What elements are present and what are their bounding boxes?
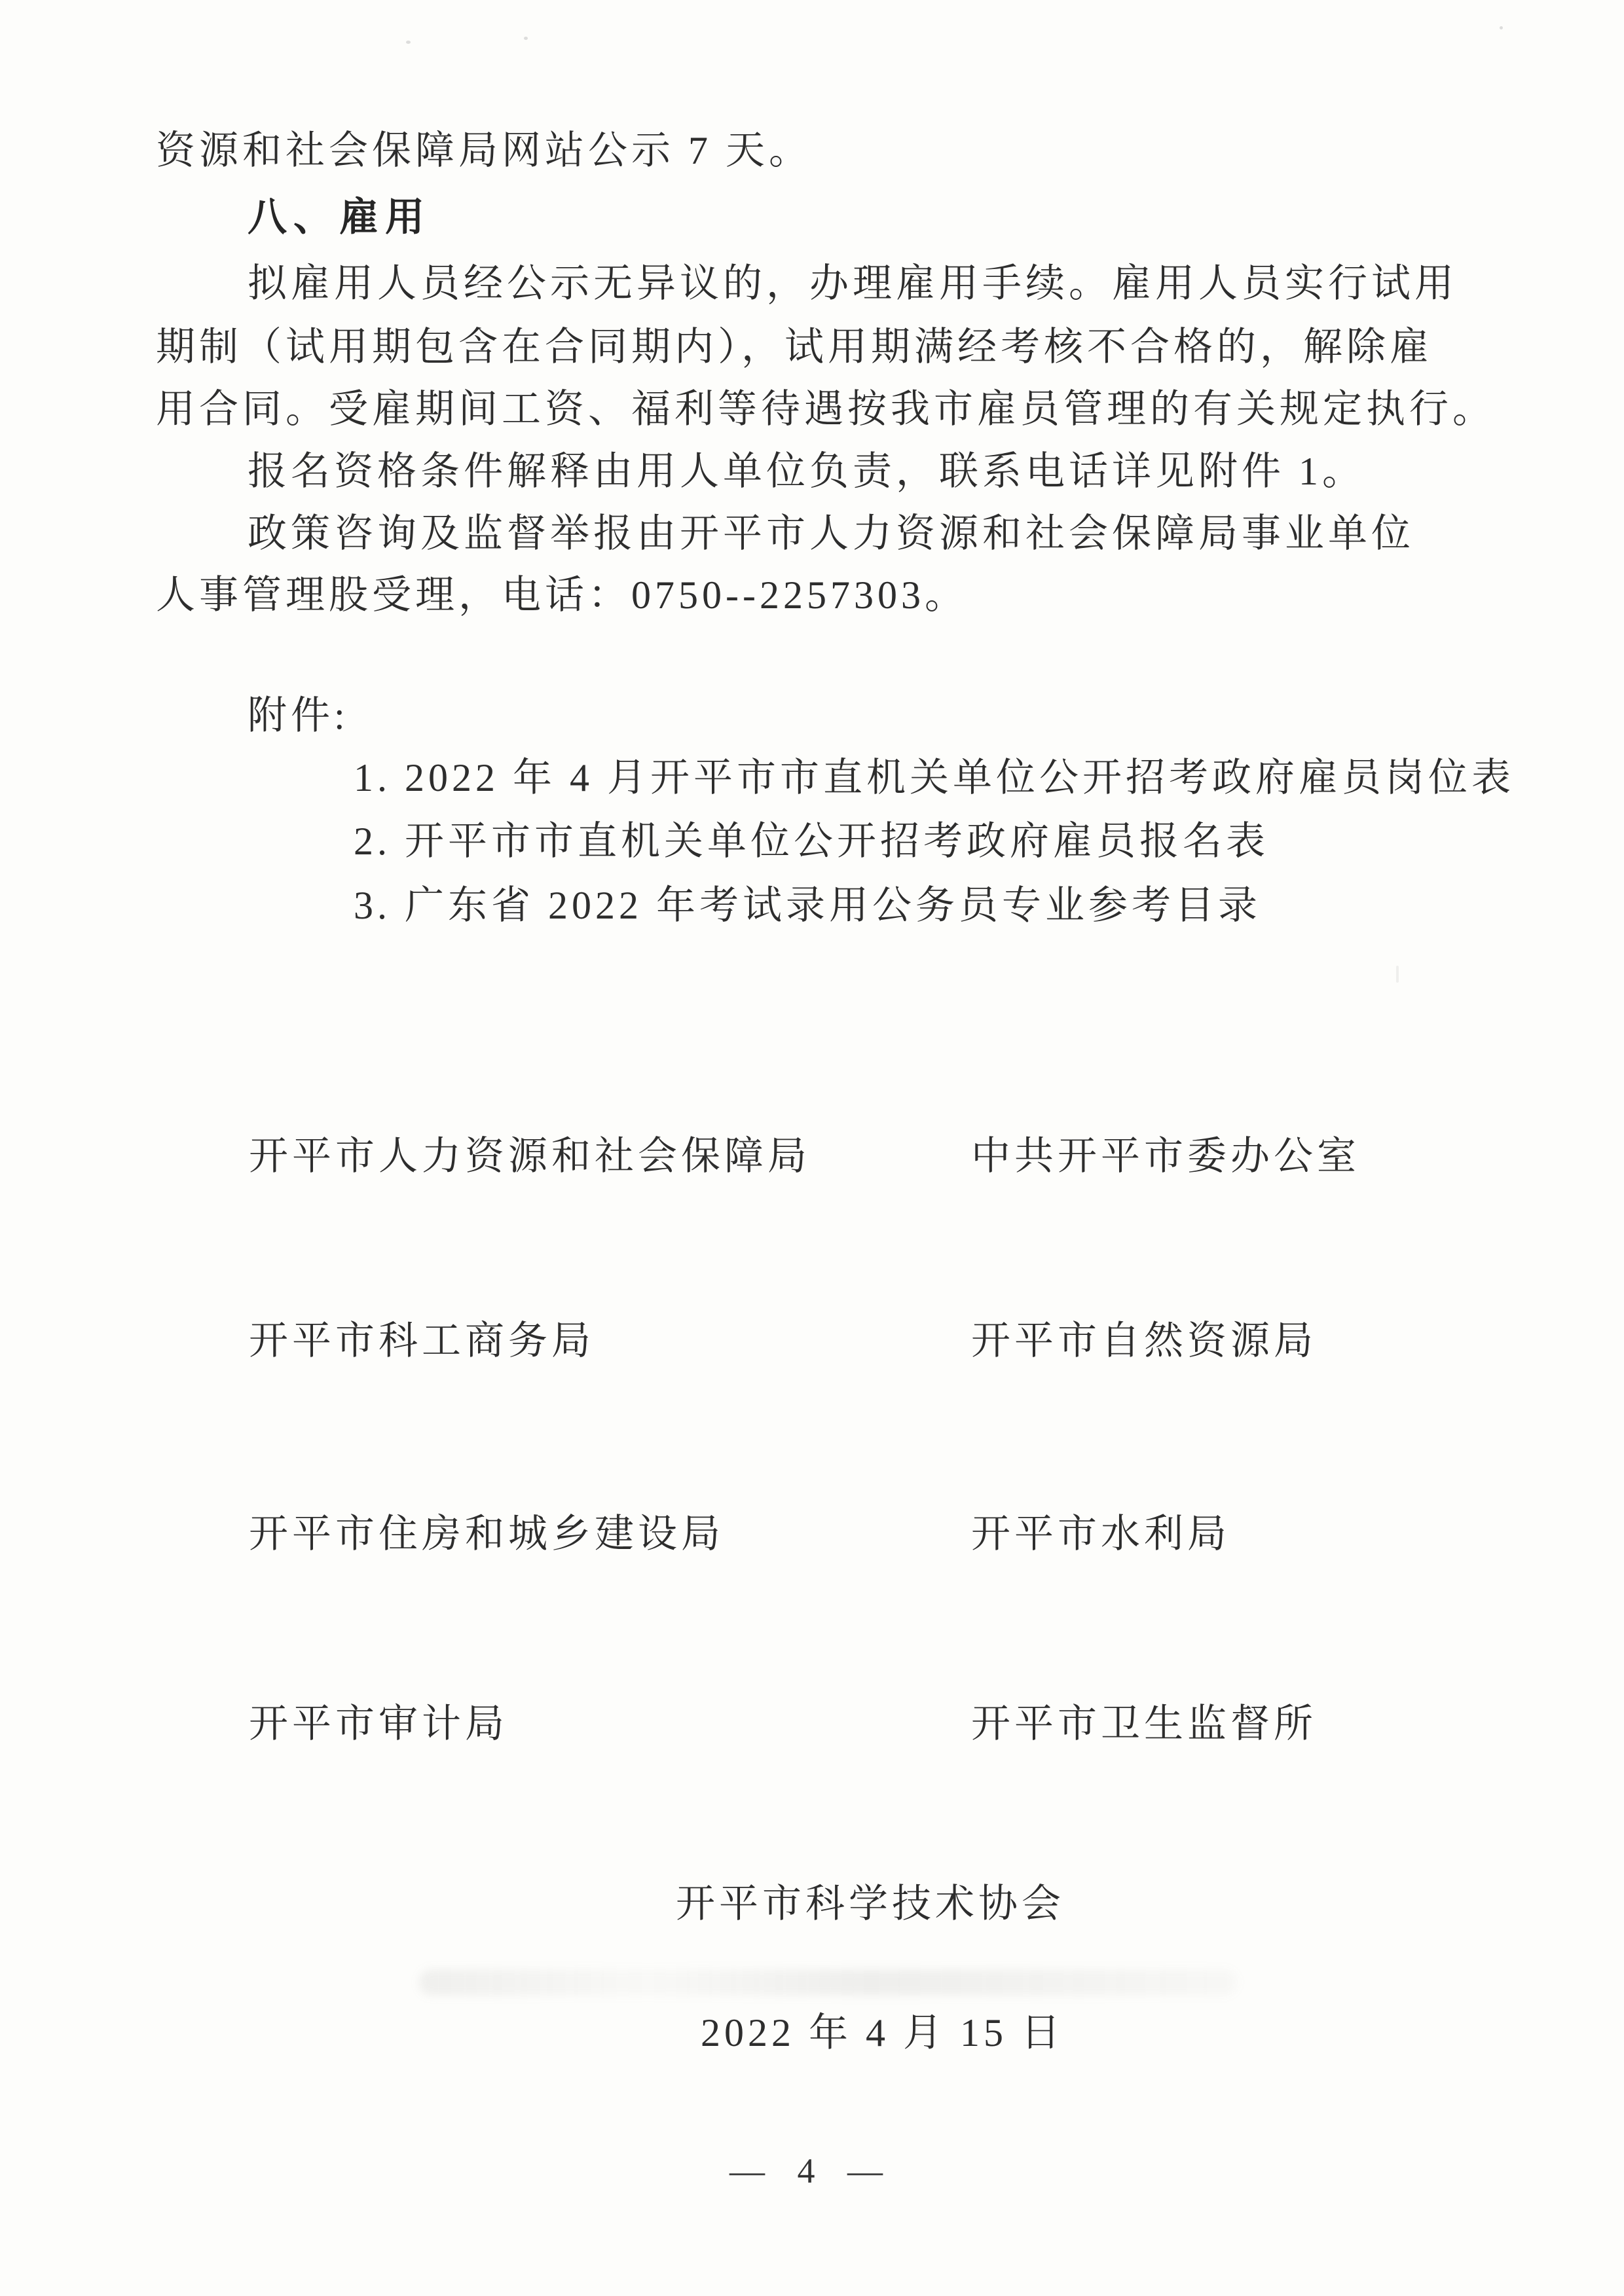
scan-speck xyxy=(1500,26,1503,29)
signatory-right-3: 开平市水利局 xyxy=(971,1512,1230,1556)
scan-speck xyxy=(524,37,528,40)
signatory-right-2: 开平市自然资源局 xyxy=(971,1319,1317,1362)
attachments-label: 附件: xyxy=(248,694,349,737)
paragraph-line: 期制（试用期包含在合同期内），试用期满经考核不合格的，解除雇 xyxy=(156,325,1433,369)
paragraph-line: 用合同。受雇期间工资、福利等待遇按我市雇员管理的有关规定执行。 xyxy=(156,388,1496,431)
issue-date: 2022 年 4 月 15 日 xyxy=(701,2011,1064,2054)
page-number: — 4 — xyxy=(729,2151,895,2191)
scan-speck xyxy=(406,41,411,44)
attachment-item-2: 2. 开平市市直机关单位公开招考政府雇员报名表 xyxy=(354,820,1269,863)
signatory-left-1: 开平市人力资源和社会保障局 xyxy=(249,1135,811,1178)
signatory-right-4: 开平市卫生监督所 xyxy=(971,1702,1317,1745)
section-heading: 八、雇用 xyxy=(248,195,431,239)
paragraph-line: 拟雇用人员经公示无异议的，办理雇用手续。雇用人员实行试用 xyxy=(248,262,1458,305)
final-signatory: 开平市科学技术协会 xyxy=(676,1882,1065,1925)
signatory-left-3: 开平市住房和城乡建设局 xyxy=(249,1512,724,1556)
signatory-right-1: 中共开平市委办公室 xyxy=(971,1135,1360,1178)
signatory-left-4: 开平市审计局 xyxy=(249,1702,508,1745)
policy-line: 政策咨询及监督举报由开平市人力资源和社会保障局事业单位 xyxy=(248,512,1414,555)
signatory-left-2: 开平市科工商务局 xyxy=(249,1319,595,1362)
scan-speck xyxy=(1396,966,1399,983)
contact-line: 报名资格条件解释由用人单位负责，联系电话详见附件 1。 xyxy=(248,450,1365,493)
attachment-item-3: 3. 广东省 2022 年考试录用公务员专业参考目录 xyxy=(354,884,1261,927)
policy-phone-line: 人事管理股受理，电话：0750--2257303。 xyxy=(156,574,968,617)
scan-smudge-artifact xyxy=(419,1969,1238,1995)
intro-continuation-line: 资源和社会保障局网站公示 7 天。 xyxy=(156,129,812,172)
attachment-item-1: 1. 2022 年 4 月开平市市直机关单位公开招考政府雇员岗位表 xyxy=(354,756,1515,799)
